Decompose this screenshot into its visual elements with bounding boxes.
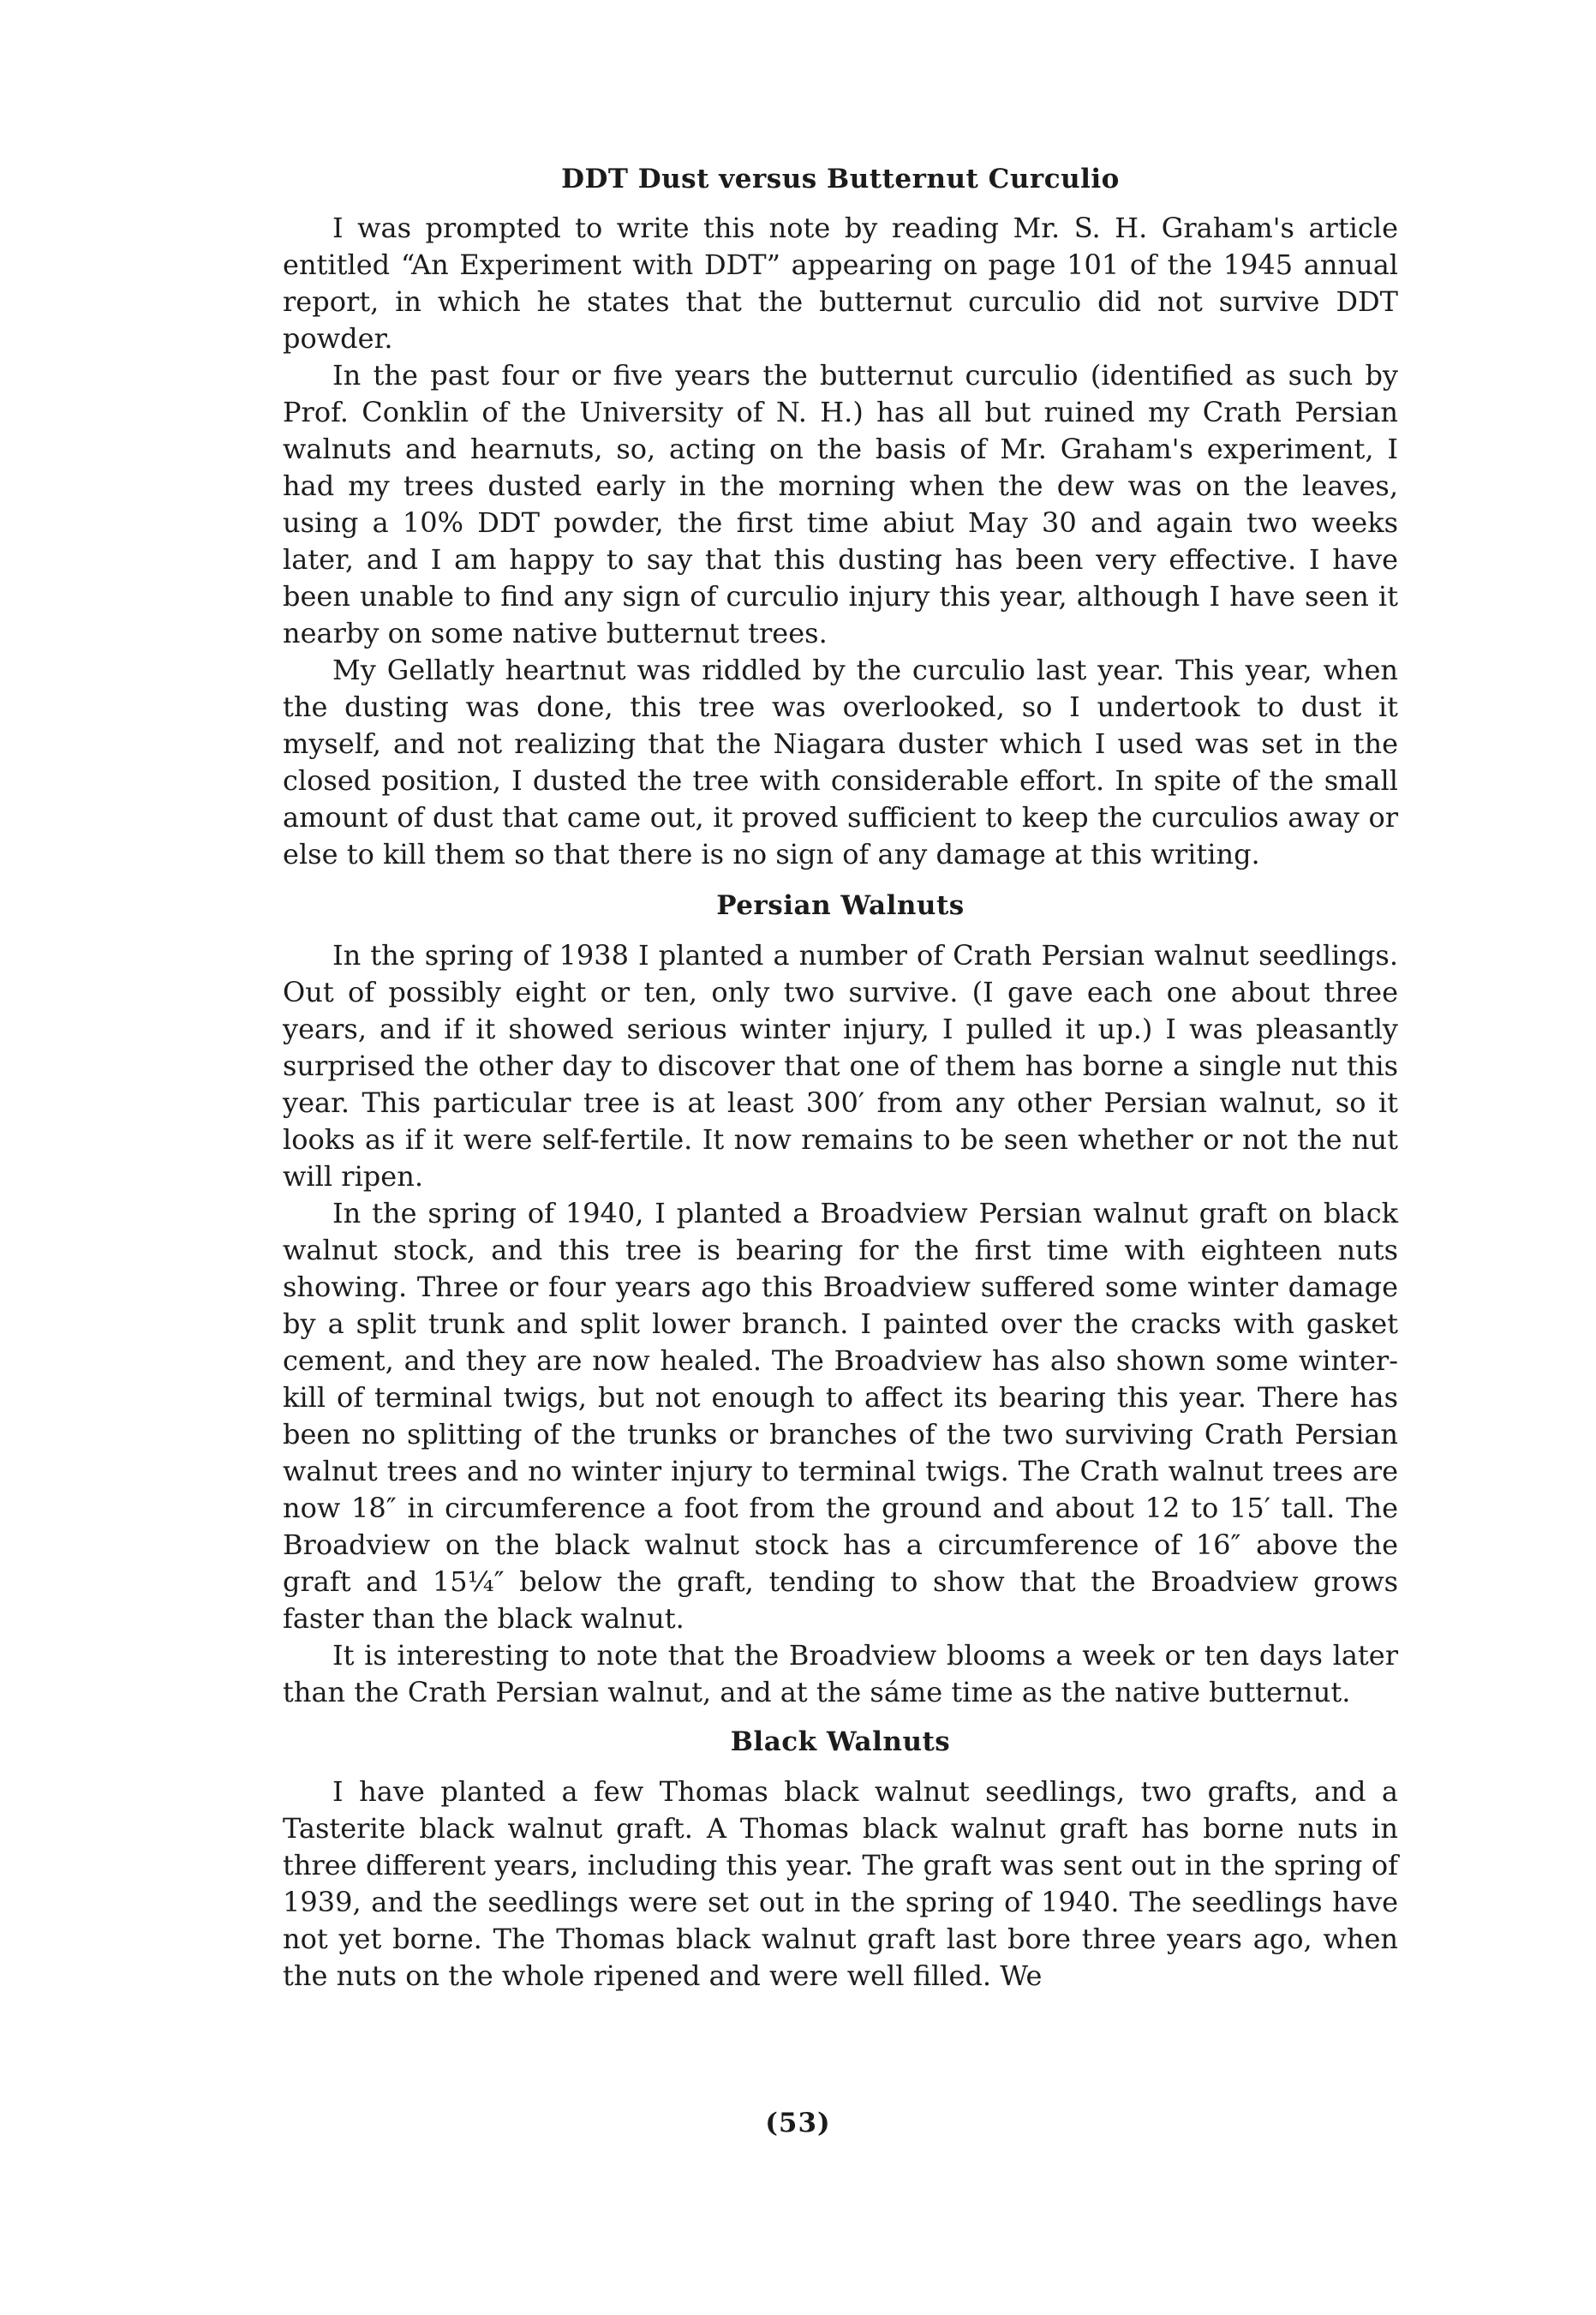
paragraph: In the spring of 1940, I planted a Broadview Persian walnut graft on black walnut stock, and this tree is bearing for the first time with eighteen nuts showing. Three or four years ago this Broadview suffered some winter damage by a split trunk and split lower branch. I painted over the cracks with gasket cement, and they are now healed. The Broadview has also shown some winter-kill of terminal twigs, but not enough to affect its bearing this year. There has been no splitting of the trunks or branches of the two surviving Crath Persian walnut trees and no winter injury to terminal twigs. The Crath walnut trees are now 18″ in circumference a foot from the ground and about 12 to 15′ tall. The Broadview on the black walnut stock has a circumference of 16″ above the graft and 15¼″ below the graft, tending to show that the Broadview grows faster than the black walnut. <box>283 1197 1398 1635</box>
heading-black-walnuts: Black Walnuts <box>730 1726 951 1757</box>
paragraph: My Gellatly heartnut was riddled by the curculio last year. This year, when the dusting was done, this tree was overlooked, so I undertook to dust it myself, and not realizing that the Niagara duster which I used was set in the closed position, I dusted the tree with considerable effort. In spite of the small amount of dust that came out, it proved sufficient to keep the curculios away or else to kill them so that there is no sign of any damage at this writing. <box>283 654 1398 870</box>
heading-persian-walnuts: Persian Walnuts <box>716 890 965 921</box>
paragraph: I was prompted to write this note by reading Mr. S. H. Graham's article entitled “An Experiment with DDT” appearing on page 101 of the 1945 annual report, in which he states that the butternut curculio did not survive DDT powder. <box>283 212 1398 355</box>
text-column <box>283 161 1398 1995</box>
paragraph: I have planted a few Thomas black walnut seedlings, two grafts, and a Tasterite black walnut graft. A Thomas black walnut graft has borne nuts in three different years, including this year. The graft was sent out in the spring of 1939, and the seedlings were set out in the spring of 1940. The seedlings have not yet borne. The Thomas black walnut graft last bore three years ago, when the nuts on the whole ripened and were well filled. We <box>283 1775 1398 1992</box>
page-number: (53) <box>765 2108 831 2139</box>
paragraph: In the spring of 1938 I planted a number of Crath Persian walnut seedlings. Out of possibly eight or ten, only two survive. (I gave each one about three years, and if it showed serious winter injury, I pulled it up.) I was pleasantly surprised the other day to discover that one of them has borne a single nut this year. This particular tree is at least 300′ from any other Persian walnut, so it looks as if it were self-fertile. It now remains to be seen whether or not the nut will ripen. <box>283 939 1398 1193</box>
paragraph: In the past four or five years the butternut curculio (identified as such by Prof. Conklin of the University of N. H.) has all but ruined my Crath Persian walnuts and hearnuts, so, acting on the basis of Mr. Graham's experiment, I had my trees dusted early in the morning when the dew was on the leaves, using a 10% DDT powder, the first time abiut May 30 and again two weeks later, and I am happy to say that this dusting has been very effective. I have been unable to find any sign of curculio injury this year, although I have seen it nearby on some native butternut trees. <box>283 359 1398 649</box>
heading-ddt-dust: DDT Dust versus Butternut Curculio <box>561 164 1120 194</box>
paragraph: It is interesting to note that the Broadview blooms a week or ten days later than the Crath Persian walnut, and at the sáme time as the native butternut. <box>283 1639 1398 1708</box>
